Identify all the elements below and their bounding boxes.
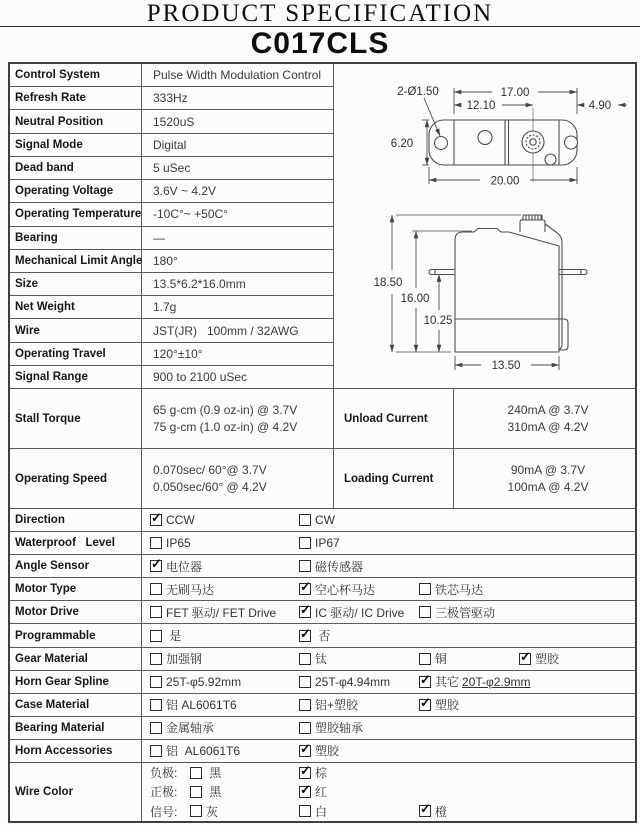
- row-label: Net Weight: [10, 296, 142, 318]
- servo-dimension-drawing: [334, 64, 637, 387]
- row-value: Pulse Width Modulation Control: [142, 64, 334, 86]
- value-line: 0.070sec/ 60°@ 3.7V: [153, 462, 267, 477]
- row-value: -10C°~ +50C°: [142, 203, 334, 225]
- option: [150, 740, 240, 762]
- table-row: [10, 110, 334, 133]
- row-label: Refresh Rate: [10, 87, 142, 109]
- option-label: 25T-φ4.94mm: [315, 674, 391, 689]
- row-label: Mechanical Limit Angle: [10, 250, 142, 272]
- value-line: 310mA @ 4.2V: [507, 419, 589, 434]
- option-label: 黑: [206, 785, 222, 800]
- row-value: 900 to 2100 uSec: [142, 366, 334, 388]
- row-label: Wire Color: [10, 763, 142, 821]
- option: [299, 717, 363, 739]
- option-label: 铝 AL6061T6: [166, 698, 237, 713]
- checkbox-icon: [150, 583, 162, 595]
- row-options: [142, 624, 635, 646]
- checkbox-icon: [299, 722, 311, 734]
- checkbox-icon: [299, 537, 311, 549]
- option-label: 金属轴承: [166, 721, 215, 736]
- row-value: [454, 389, 635, 448]
- option: [150, 555, 202, 577]
- checkbox-icon: [150, 537, 162, 549]
- checkbox-icon: [150, 722, 162, 734]
- option-label: 铜: [435, 652, 448, 667]
- side-view-outline: [429, 215, 587, 352]
- option-label: 铝 AL6061T6: [166, 744, 241, 759]
- option-label: 25T-φ5.92mm: [166, 674, 242, 689]
- checkbox-icon: [419, 699, 431, 711]
- row-value: 1.7g: [142, 296, 334, 318]
- row-label: Angle Sensor: [10, 555, 142, 577]
- wire-polarity-label: 正极:: [150, 785, 178, 800]
- value-line: 100mA @ 4.2V: [507, 479, 589, 494]
- table-row: [10, 578, 635, 601]
- checkbox-icon: [419, 676, 431, 688]
- table-row: [10, 389, 635, 449]
- checkbox-icon: [299, 699, 311, 711]
- row-label: Horn Accessories: [10, 740, 142, 762]
- row-value: [142, 449, 334, 508]
- checkbox-icon: [419, 583, 431, 595]
- row-options: [142, 694, 635, 716]
- wire-color-line: [142, 802, 635, 821]
- checkbox-icon: [519, 653, 531, 665]
- option: [299, 624, 330, 646]
- option: [299, 802, 327, 821]
- checkbox-icon: [299, 676, 311, 688]
- row-value: [142, 389, 334, 448]
- option: [299, 509, 335, 531]
- row-label: Dead band: [10, 157, 142, 179]
- row-options: [142, 555, 635, 577]
- model-name: C017CLS: [250, 27, 390, 60]
- dim-label: 6.20: [390, 138, 414, 150]
- row-value: 180°: [142, 250, 334, 272]
- table-row: [10, 694, 635, 717]
- table-row: [10, 532, 635, 555]
- checkbox-icon: [299, 514, 311, 526]
- row-label: Loading Current: [334, 449, 454, 508]
- option: [190, 802, 218, 821]
- wire-color-line: [142, 763, 635, 782]
- table-row: [10, 740, 635, 762]
- option-label: 空心杯马达: [315, 582, 376, 597]
- wire-color-line: [142, 782, 635, 801]
- option-label: CW: [315, 513, 335, 528]
- option-label: 钛: [315, 652, 328, 667]
- table-row: [10, 343, 334, 366]
- table-row: [10, 319, 334, 342]
- table-row: [10, 624, 635, 647]
- wire-color-lines: [142, 763, 635, 821]
- option-label: IC 驱动/ IC Drive: [315, 605, 405, 620]
- value-line: 90mA @ 3.7V: [510, 462, 586, 477]
- checkbox-icon: [150, 560, 162, 572]
- row-label: Gear Material: [10, 648, 142, 670]
- option-label: 塑胶: [435, 698, 460, 713]
- dim-label: 16.00: [400, 293, 430, 305]
- checkbox-icon: [190, 805, 202, 817]
- option-label: 塑胶轴承: [315, 721, 364, 736]
- spec-section-wire-color: [10, 763, 635, 821]
- spec-section-options: [10, 509, 635, 763]
- row-value: JST(JR) 100mm / 32AWG: [142, 319, 334, 341]
- option: [299, 555, 363, 577]
- option: [150, 509, 195, 531]
- row-label: Programmable: [10, 624, 142, 646]
- option-label: 否: [315, 629, 331, 644]
- table-row: [10, 509, 635, 532]
- checkbox-icon: [299, 583, 311, 595]
- table-row: [10, 555, 635, 578]
- row-label: Direction: [10, 509, 142, 531]
- option: [299, 532, 340, 554]
- row-label: Control System: [10, 64, 142, 86]
- row-label: Size: [10, 273, 142, 295]
- wire-polarity-label: 负极:: [150, 766, 178, 781]
- option: [150, 532, 191, 554]
- row-value: 13.5*6.2*16.0mm: [142, 273, 334, 295]
- checkbox-icon: [299, 745, 311, 757]
- option: [299, 782, 327, 801]
- option-label-underlined: 20T-φ2.9mm: [462, 674, 531, 689]
- table-row: [10, 648, 635, 671]
- option-label: 铝+塑胶: [315, 698, 359, 713]
- checkbox-icon: [299, 606, 311, 618]
- option-label: 黑: [206, 766, 222, 781]
- value-line: 0.050sec/60° @ 4.2V: [153, 479, 267, 494]
- table-row: [10, 250, 334, 273]
- row-label: Operating Speed: [10, 449, 142, 508]
- dim-label: 17.00: [500, 87, 530, 99]
- row-label: Wire: [10, 319, 142, 341]
- table-row: [10, 203, 334, 226]
- checkbox-icon: [150, 514, 162, 526]
- page-title: PRODUCT SPECIFICATION: [146, 0, 494, 27]
- option-label: 塑胶: [535, 652, 560, 667]
- row-label: Bearing: [10, 227, 142, 249]
- top-view-outline: [429, 108, 578, 182]
- option: [419, 648, 447, 670]
- option: [299, 648, 327, 670]
- option: [299, 601, 404, 623]
- table-row: [10, 449, 635, 508]
- row-label: Horn Gear Spline: [10, 671, 142, 693]
- row-value: Digital: [142, 134, 334, 156]
- spec-table: [8, 62, 637, 823]
- option-label: 铁芯马达: [435, 582, 484, 597]
- row-label: Stall Torque: [10, 389, 142, 448]
- table-row: [10, 180, 334, 203]
- table-row: [10, 87, 334, 110]
- row-value: 333Hz: [142, 87, 334, 109]
- table-row: [10, 64, 334, 87]
- option: [419, 694, 459, 716]
- row-options: [142, 509, 635, 531]
- checkbox-icon: [299, 767, 311, 779]
- spec-rows: [10, 64, 334, 388]
- checkbox-icon: [150, 606, 162, 618]
- option: [519, 648, 559, 670]
- checkbox-icon: [419, 805, 431, 817]
- value-line: 240mA @ 3.7V: [507, 402, 589, 417]
- checkbox-icon: [419, 606, 431, 618]
- checkbox-icon: [150, 653, 162, 665]
- dim-label: 12.10: [466, 100, 496, 112]
- option-label: 棕: [315, 766, 328, 781]
- option: [419, 601, 495, 623]
- dim-label: 20.00: [490, 175, 520, 188]
- row-value: 3.6V ~ 4.2V: [142, 180, 334, 202]
- option: [419, 671, 530, 693]
- option-label: 加强钢: [166, 652, 203, 667]
- row-label: Bearing Material: [10, 717, 142, 739]
- option: [150, 601, 276, 623]
- option-label: FET 驱动/ FET Drive: [166, 605, 277, 620]
- spec-section-torque: [10, 389, 635, 509]
- option-label: 其它: [435, 675, 460, 690]
- dim-label: 18.50: [373, 277, 403, 289]
- row-value: 120°±10°: [142, 343, 334, 365]
- option-label: 是: [166, 629, 182, 644]
- row-options: [142, 578, 635, 600]
- checkbox-icon: [299, 653, 311, 665]
- row-label: Signal Mode: [10, 134, 142, 156]
- checkbox-icon: [419, 653, 431, 665]
- row-label: Motor Type: [10, 578, 142, 600]
- row-options: [142, 648, 635, 670]
- checkbox-icon: [150, 676, 162, 688]
- row-label: Signal Range: [10, 366, 142, 388]
- technical-drawing-cell: [334, 64, 635, 388]
- option: [150, 578, 214, 600]
- option: [150, 671, 241, 693]
- value-line: 65 g-cm (0.9 oz-in) @ 3.7V: [153, 402, 298, 417]
- option-label: 无刷马达: [166, 582, 215, 597]
- option: [150, 717, 214, 739]
- row-label: Operating Travel: [10, 343, 142, 365]
- dim-label: 2-Ø1.50: [397, 86, 439, 98]
- option-label: 磁传感器: [315, 559, 364, 574]
- option: [419, 578, 483, 600]
- row-value: [454, 449, 635, 508]
- row-label: Case Material: [10, 694, 142, 716]
- table-row: [10, 273, 334, 296]
- table-row: [10, 366, 334, 388]
- table-row: [10, 296, 334, 319]
- option-label: CCW: [166, 513, 195, 528]
- dim-label: 4.90: [588, 100, 612, 112]
- row-options: [142, 740, 635, 762]
- checkbox-icon: [299, 786, 311, 798]
- option-label: 三极管驱动: [435, 605, 496, 620]
- row-label: Operating Voltage: [10, 180, 142, 202]
- row-value: 5 uSec: [142, 157, 334, 179]
- option: [299, 578, 375, 600]
- table-row: [10, 717, 635, 740]
- row-label: Motor Drive: [10, 601, 142, 623]
- option: [150, 694, 237, 716]
- option-label: 红: [315, 785, 328, 800]
- row-label: Unload Current: [334, 389, 454, 448]
- row-options: [142, 532, 635, 554]
- row-label: Neutral Position: [10, 110, 142, 132]
- row-value: 1520uS: [142, 110, 334, 132]
- option-label: 塑胶: [315, 744, 340, 759]
- table-row: [10, 227, 334, 250]
- table-row: [10, 671, 635, 694]
- row-value: —: [142, 227, 334, 249]
- option: [299, 694, 358, 716]
- option-label: 白: [315, 804, 328, 819]
- row-options: [142, 601, 635, 623]
- option: [150, 624, 181, 646]
- option-label: IP67: [315, 536, 340, 551]
- checkbox-icon: [299, 560, 311, 572]
- option: [190, 763, 221, 782]
- option: [299, 763, 327, 782]
- table-row: [10, 134, 334, 157]
- spec-section-top: [10, 64, 635, 389]
- option: [299, 740, 339, 762]
- value-line: 75 g-cm (1.0 oz-in) @ 4.2V: [153, 419, 298, 434]
- option-label: 灰: [206, 804, 219, 819]
- checkbox-icon: [150, 699, 162, 711]
- table-row: [10, 157, 334, 180]
- checkbox-icon: [299, 805, 311, 817]
- checkbox-icon: [190, 786, 202, 798]
- dim-label: 13.50: [491, 360, 521, 372]
- option: [150, 648, 202, 670]
- option: [190, 782, 221, 801]
- option: [299, 671, 390, 693]
- option: [419, 802, 447, 821]
- row-label: Operating Temperature: [10, 203, 142, 225]
- checkbox-icon: [150, 745, 162, 757]
- row-options: [142, 717, 635, 739]
- checkbox-icon: [190, 767, 202, 779]
- row-label: Waterproof Level: [10, 532, 142, 554]
- wire-polarity-label: 信号:: [150, 804, 178, 819]
- checkbox-icon: [150, 630, 162, 642]
- option-label: 电位器: [166, 559, 203, 574]
- row-options: [142, 671, 635, 693]
- option-label: 橙: [435, 804, 448, 819]
- dim-label: 10.25: [423, 315, 453, 327]
- option-label: IP65: [166, 536, 191, 551]
- table-row: [10, 601, 635, 624]
- checkbox-icon: [299, 630, 311, 642]
